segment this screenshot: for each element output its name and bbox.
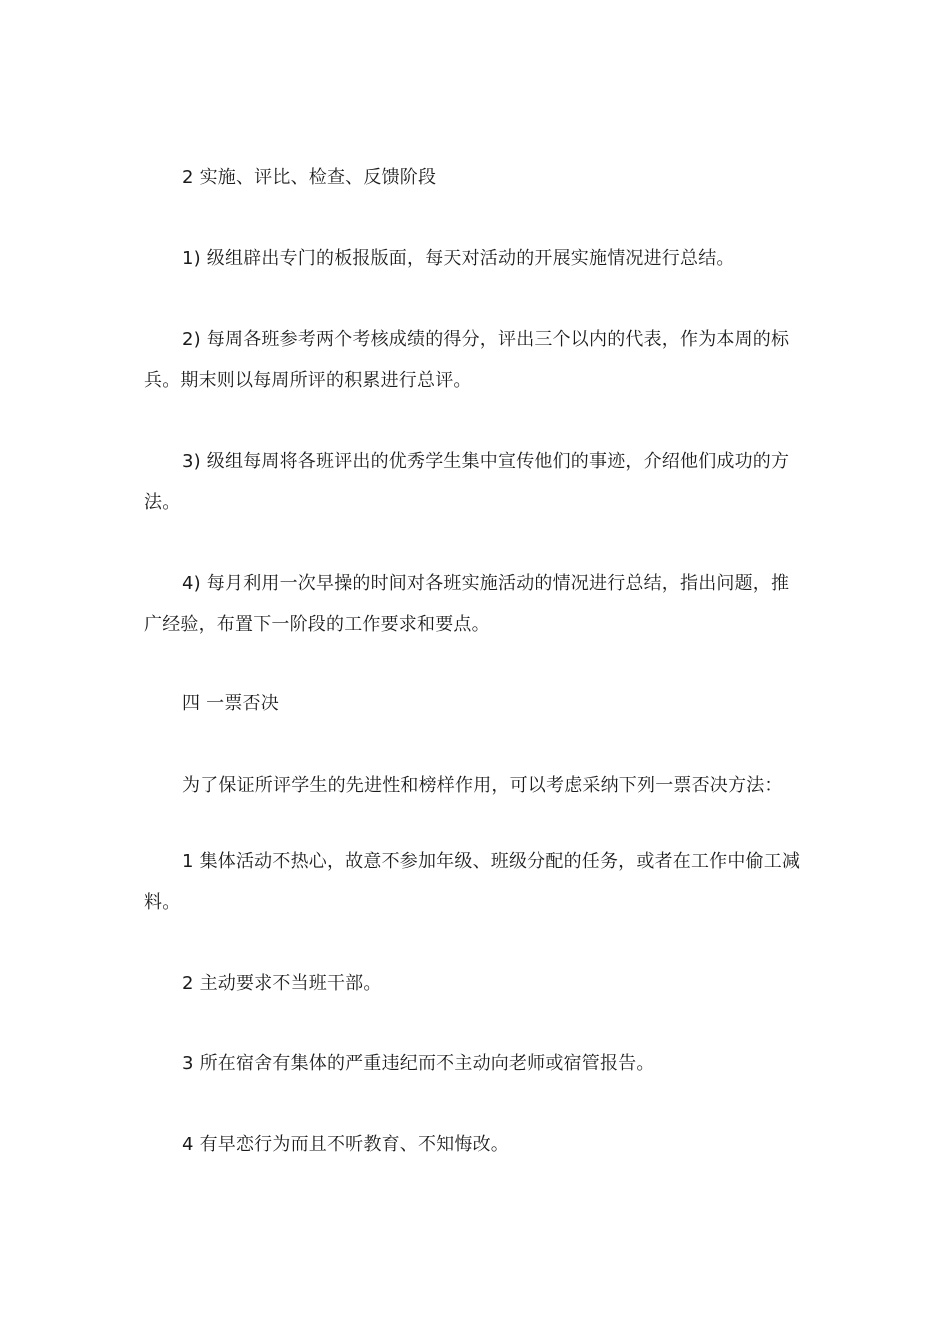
paragraph-veto-3: 3 所在宿舍有集体的严重违纪而不主动向老师或宿管报告。 [182,1053,655,1074]
paragraph-veto-1: 1 集体活动不热心，故意不参加年级、班级分配的任务，或者在工作中偷工减料。 [144,851,801,913]
paragraph-veto-4: 4 有早恋行为而且不听教育、不知悔改。 [182,1134,509,1155]
paragraph-veto-intro: 为了保证所评学生的先进性和榜样作用，可以考虑采纳下列一票否决方法： [182,775,783,796]
paragraph-section-heading: 2 实施、评比、检查、反馈阶段 [182,167,437,188]
paragraph-item-3: 3) 级组每周将各班评出的优秀学生集中宣传他们的事迹，介绍他们成功的方法。 [144,451,790,513]
paragraph-veto-2: 2 主动要求不当班干部。 [182,973,382,994]
section-heading-veto: 四 一票否决 [182,693,279,714]
paragraph-item-4: 4) 每月利用一次早操的时间对各班实施活动的情况进行总结，指出问题，推广经验，布置下一阶段的工作要求和要点。 [144,573,790,635]
paragraph-item-2: 2) 每周各班参考两个考核成绩的得分，评出三个以内的代表，作为本周的标兵。期末则以每周所评的积累进行总评。 [144,329,790,391]
paragraph-item-1: 1) 级组辟出专门的板报版面，每天对活动的开展实施情况进行总结。 [182,248,735,269]
